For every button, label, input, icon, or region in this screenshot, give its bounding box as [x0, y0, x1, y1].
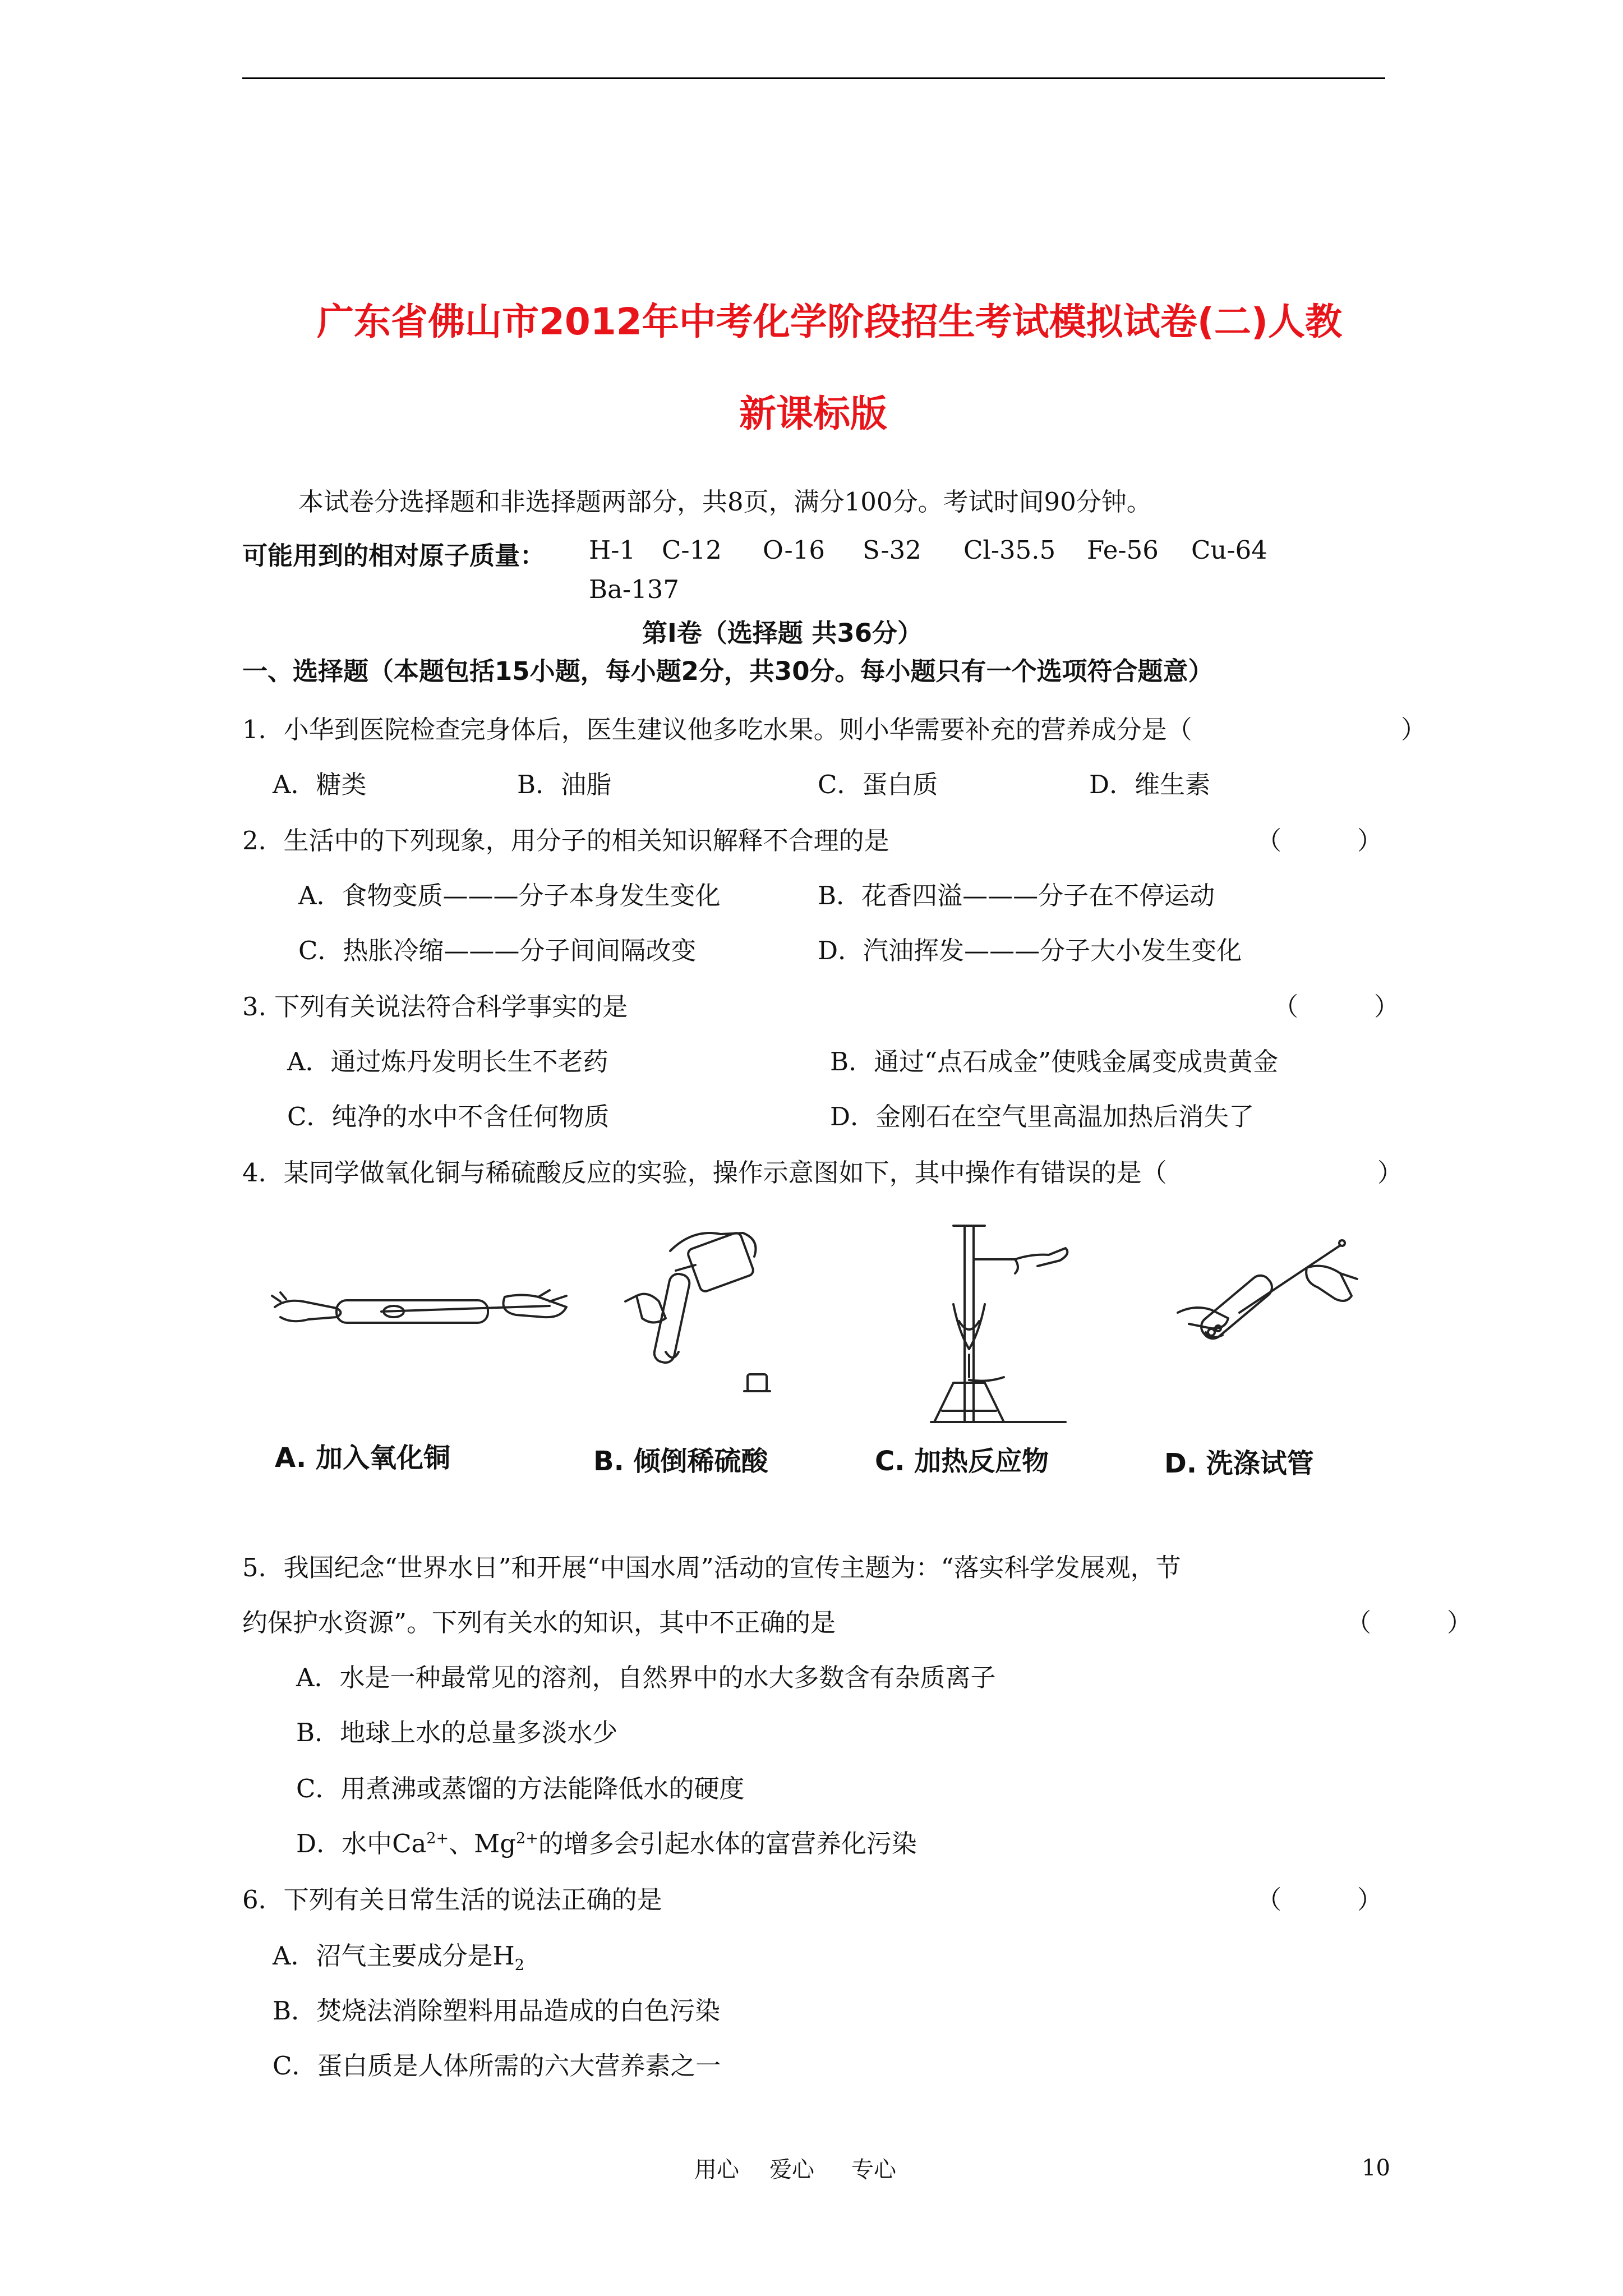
q2-option-a: A．食物变质———分子本身发生变化: [298, 881, 721, 910]
figure-a-label: A. 加入氧化铜: [275, 1442, 450, 1474]
atomic-mass-ba: Ba-137: [589, 574, 679, 604]
part-heading: 第Ⅰ卷（选择题 共36分）: [642, 618, 923, 648]
q5-option-c: C．用煮沸或蒸馏的方法能降低水的硬度: [296, 1774, 745, 1803]
atomic-mass-h: H-1: [589, 535, 636, 565]
atomic-mass-cl: Cl-35.5: [963, 535, 1056, 565]
figure-d-washing: [1172, 1234, 1363, 1391]
ca-charge: 2+: [426, 1830, 449, 1847]
q3-option-d: D．金刚石在空气里高温加热后消失了: [830, 1102, 1255, 1131]
q5-option-d: D．水中$Ca^{2+}$、$Mg^{2+}$的增多会引起水体的富营养化污染: [296, 1829, 917, 1858]
q5-stem-line-2: 约保护水资源”。下列有关水的知识，其中不正确的是: [242, 1608, 836, 1637]
footer-item-2: 爱心: [769, 2157, 814, 2183]
atomic-mass-c: C-12: [662, 535, 722, 565]
q2-option-b: B．花香四溢———分子在不停运动: [818, 881, 1215, 910]
h2-subscript: 2: [514, 1957, 524, 1974]
q3-option-c: C．纯净的水中不含任何物质: [287, 1102, 610, 1131]
q6-answer-bracket: （ ）: [1256, 1885, 1383, 1915]
q5-stem-line-1: 5．我国纪念“世界水日”和开展“中国水周”活动的宣传主题为：“落实科学发展观，节: [242, 1553, 1181, 1582]
atomic-mass-cu: Cu-64: [1191, 535, 1267, 565]
q6-option-c: C．蛋白质是人体所需的六大营养素之一: [273, 2051, 721, 2081]
atomic-mass-s: S-32: [863, 535, 921, 565]
q1-bracket-close: ）: [1401, 715, 1427, 744]
q6-option-b: B．焚烧法消除塑料用品造成的白色污染: [273, 1996, 721, 2026]
figure-d-label: D. 洗涤试管: [1164, 1448, 1314, 1479]
intro-text: 本试卷分选择题和非选择题两部分，共8页，满分100分。考试时间90分钟。: [298, 487, 1152, 517]
figure-b-pour-acid: [614, 1217, 777, 1402]
q2-option-c: C．热胀冷缩———分子间间隔改变: [298, 936, 697, 965]
footer-item-3: 专心: [851, 2157, 896, 2183]
q3-stem: 3. 下列有关说法符合科学事实的是: [242, 992, 628, 1022]
q5-option-b: B．地球上水的总量多淡水少: [296, 1718, 618, 1747]
title-line-1: 广东省佛山市2012年中考化学阶段招生考试模拟试卷(二)人教: [317, 300, 1343, 343]
q3-option-a: A．通过炼丹发明长生不老药: [287, 1047, 608, 1076]
q1-option-c: C．蛋白质: [818, 770, 938, 799]
q3-option-b: B．通过“点石成金”使贱金属变成贵黄金: [830, 1047, 1279, 1076]
figure-c-label: C. 加热反应物: [875, 1446, 1049, 1477]
page-number: 10: [1362, 2155, 1390, 2181]
figure-c-heating: [920, 1220, 1077, 1444]
q4-stem: 4．某同学做氧化铜与稀硫酸反应的实验，操作示意图如下，其中操作有错误的是（: [242, 1158, 1167, 1188]
mg-charge: 2+: [516, 1830, 538, 1847]
atomic-mass-fe: Fe-56: [1087, 535, 1159, 565]
section-heading: 一、选择题（本题包括15小题，每小题2分，共30分。每小题只有一个选项符合题意）: [242, 656, 1214, 686]
figure-a-add-copper-oxide: [269, 1245, 572, 1358]
title-line-2: 新课标版: [739, 392, 887, 435]
figure-b-label: B. 倾倒稀硫酸: [593, 1446, 768, 1477]
q2-stem: 2．生活中的下列现象，用分子的相关知识解释不合理的是: [242, 826, 889, 855]
atomic-mass-label: 可能用到的相对原子质量：: [242, 541, 546, 570]
q1-option-d: D．维生素: [1089, 770, 1211, 799]
q4-bracket-close: ）: [1377, 1158, 1403, 1188]
q5-option-a: A．水是一种最常见的溶剂，自然界中的水大多数含有杂质离子: [296, 1663, 996, 1692]
q2-answer-bracket: （ ）: [1256, 826, 1383, 855]
q1-option-b: B．油脂: [517, 770, 612, 799]
header-rule: [242, 77, 1385, 79]
footer-item-1: 用心: [694, 2157, 739, 2183]
atomic-mass-o: O-16: [763, 535, 826, 565]
q1-stem: 1．小华到医院检查完身体后，医生建议他多吃水果。则小华需要补充的营养成分是（: [242, 715, 1192, 744]
q1-option-a: A．糖类: [273, 770, 367, 799]
q2-option-d: D．汽油挥发———分子大小发生变化: [818, 936, 1242, 965]
q3-answer-bracket: （ ）: [1273, 992, 1400, 1022]
q6-option-a: A．沼气主要成分是$H_2$: [273, 1941, 524, 1974]
q6-stem: 6．下列有关日常生活的说法正确的是: [242, 1885, 662, 1915]
q5-answer-bracket: （ ）: [1346, 1608, 1473, 1637]
